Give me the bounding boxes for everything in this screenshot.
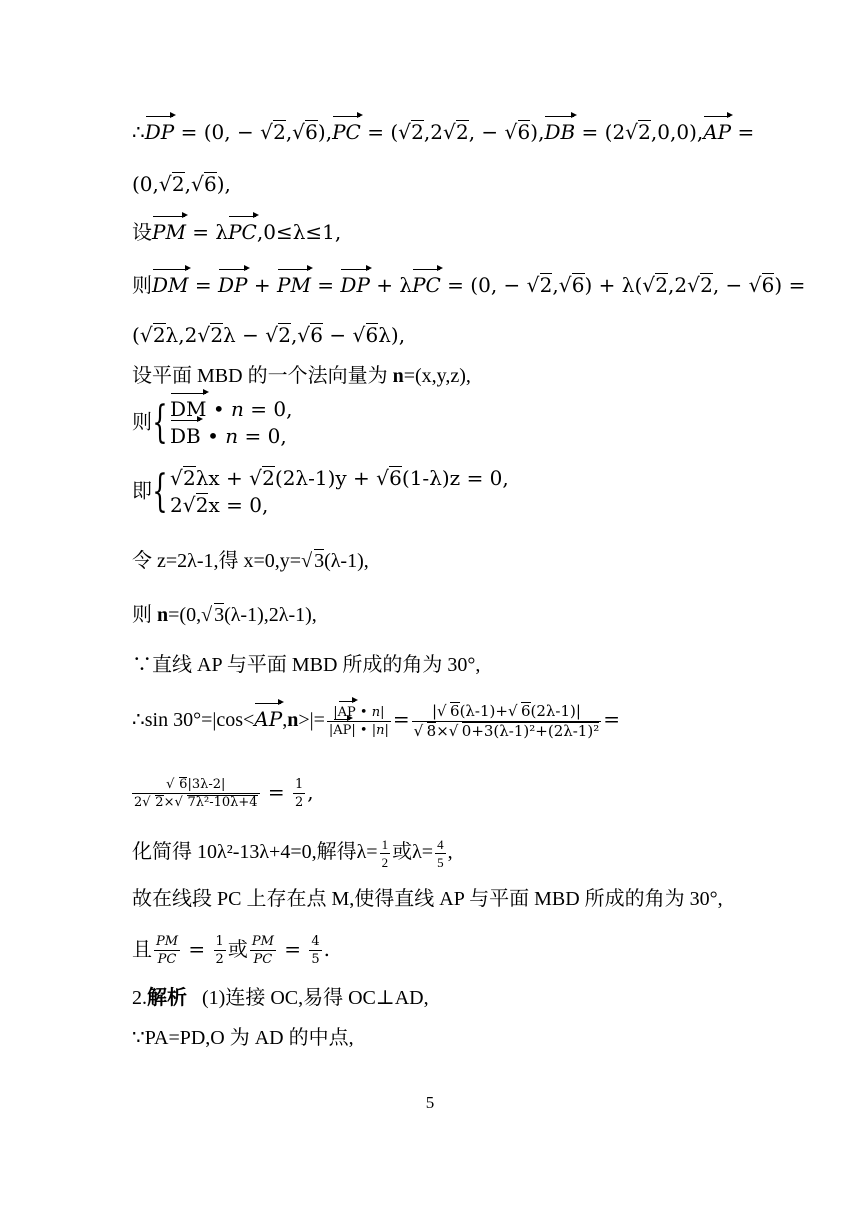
line-dm-result: (√ 2λ,2√ 2λ − √ 2,√ 6 − √ 6λ), [132, 322, 405, 348]
line-set-pm: 设PM = λPC,0≤λ≤1, [132, 220, 342, 244]
line-angle-condition: ∵直线 AP 与平面 MBD 所成的角为 30°, [132, 654, 481, 676]
line-let-z: 令 z=2λ-1,得 x=0,y=√ 3(λ-1), [132, 548, 369, 574]
line-sin-equation: ∴sin 30°=|cos<AP,n>|= $\frac{|AP • n|}{|AP| • |n|}$ = |√ 6(λ-1)+√ 6(2λ-1)| √ 8×√ 0+3(λ-1)²+(2λ-1)² = [132, 702, 620, 741]
line-dm: 则DM = DP + PM = DP + λPC = (0, − √ 2,√ 6) + λ(√ 2,2√ 2, − √ 6) = [132, 272, 805, 298]
line-conclusion: 故在线段 PC 上存在点 M,使得直线 AP 与平面 MBD 所成的角为 30°, [132, 888, 723, 910]
line-n-result: 则 n=(0,√ 3(λ-1),2λ-1), [132, 602, 317, 628]
line-solve: 化简得 10λ²-13λ+4=0,解得λ= $\frac{1}{2}$ 或λ= $\frac{4}{5}$ , [132, 837, 453, 870]
line-simplified: √ $\frac{6|3\lambda-2|}{\text{2√ 2×√ 7λ²-10λ+4}}$ = $\frac{1}{2}$ , [132, 776, 314, 811]
line-vectors: ∴DP = (0, − √ 2,√ 6),PC = (√ 2,2√ 2, − √ 6),DB = (2√ 2,0,0),AP = [132, 119, 754, 145]
page-number: 5 [425, 1093, 435, 1112]
line-ap-vector: (0,√ 2,√ 6), [132, 171, 231, 197]
line-system-1: 则{ DM • n = 0, DB • n = 0, [132, 397, 293, 448]
line-solution-2: 2.解析 (1)连接 OC,易得 OC⊥AD, [132, 987, 429, 1009]
line-system-2: 即{ √ 2λx + √ 2(2λ-1)y + √ 6(1-λ)z = 0, 2√ 2x = 0, [132, 465, 509, 519]
line-ratio: 且 $\frac{PM}{PC}$ = $\frac{1}{2}$ 或 $\frac{PM}{PC}$ = $\frac{4}{5}$ . [132, 934, 331, 967]
line-midpoint: ∵PA=PD,O 为 AD 的中点, [132, 1027, 354, 1049]
line-normal-vector: 设平面 MBD 的一个法向量为 n=(x,y,z), [132, 365, 471, 387]
